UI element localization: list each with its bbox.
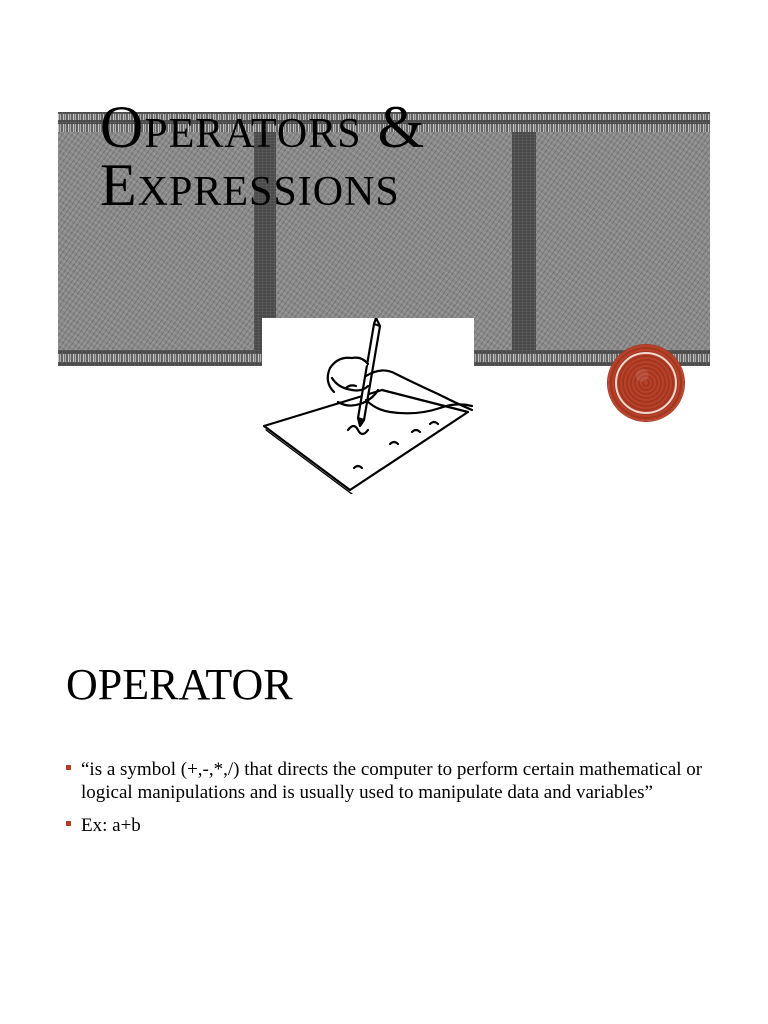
operator-slide	[0, 512, 768, 1024]
square-bullet-icon	[66, 821, 71, 826]
red-circle-ornament-icon	[608, 345, 684, 421]
bullet-list	[66, 758, 716, 847]
hand-writing-with-pen-icon	[262, 318, 474, 494]
square-bullet-icon	[66, 765, 71, 770]
slide-title-line-2: Expressions	[100, 152, 400, 218]
bullet-text: “is a symbol (+,-,*,/) that directs the computer to perform certain mathematical or logical manipulations and is usually used to manipulate data and variables”	[81, 759, 703, 803]
bullet-item	[66, 758, 716, 804]
bullet-item	[66, 814, 716, 837]
badge-ring	[615, 352, 677, 414]
slide-title-line-1: Operators &	[100, 94, 426, 160]
bullet-text: Ex: a+b	[81, 815, 141, 836]
slide-title	[100, 94, 580, 218]
slide-heading: OPERATOR	[66, 660, 293, 709]
